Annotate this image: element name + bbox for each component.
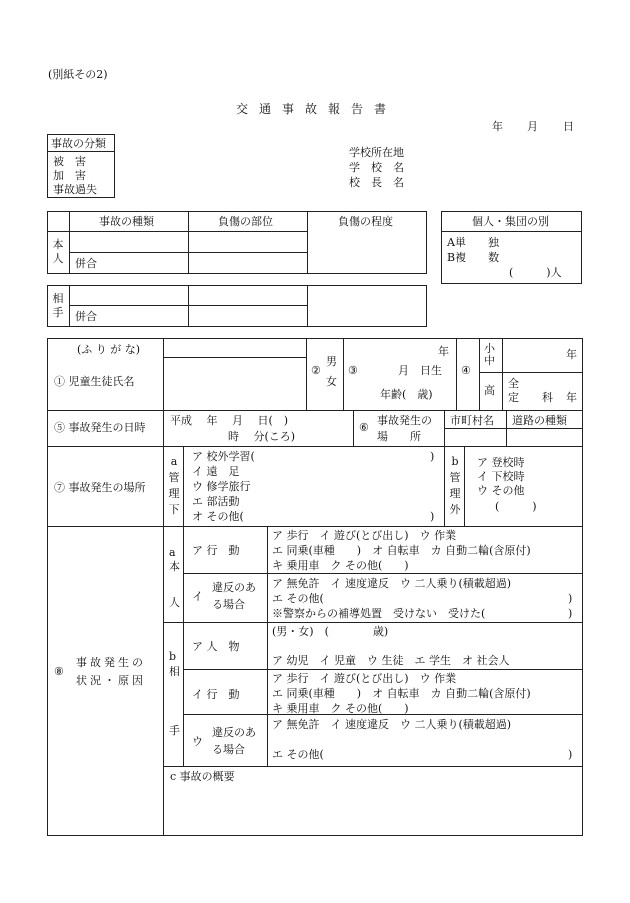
grade-high: 高 xyxy=(484,384,495,397)
road-label: 道路の種類 xyxy=(512,414,567,427)
grade-number: ④ xyxy=(461,364,471,377)
self-label: 本人 xyxy=(52,238,64,265)
date-month: 月 xyxy=(527,120,538,133)
other-violation-line-2: エ その他( xyxy=(272,748,324,761)
summary-label: c 事故の概要 xyxy=(170,770,235,783)
attachment-label: (別紙その2) xyxy=(48,68,108,81)
student-name-label: ① 児童生徒氏名 xyxy=(54,375,135,388)
high-fulltime: 全 xyxy=(508,377,519,390)
situation-a-letter: a xyxy=(169,546,176,559)
grade-year: 年 xyxy=(566,348,577,361)
datetime-label: ⑤ 事故発生の日時 xyxy=(54,421,146,434)
other-action-line-3: キ 乗用車 ク その他( ) xyxy=(272,702,409,715)
other-violation-line-1: ア 無免許 イ 速度違反 ウ 二人乗り(積載超過) xyxy=(272,718,512,731)
other-person-line-1: (男・女) ( 歳) xyxy=(272,625,389,638)
place-label-2: 場 所 xyxy=(377,430,421,443)
school-address-label: 学校所在地 xyxy=(349,146,404,159)
other-violation-label-1: 違反のあ xyxy=(212,726,256,739)
date-year: 年 xyxy=(492,120,503,133)
classification-offender: 加 害 xyxy=(53,169,86,182)
situation-number: ⑧ xyxy=(54,665,64,678)
furigana-label: (ふ り が な) xyxy=(77,343,141,356)
location-label: ⑦ 事故発生の場所 xyxy=(54,481,146,494)
date-day: 日 xyxy=(563,120,574,133)
high-year: 年 xyxy=(566,391,577,404)
self-violation-label-2: る場合 xyxy=(212,598,245,611)
situation-other-1: 相 xyxy=(169,665,180,678)
grade-elementary: 小 xyxy=(484,342,495,355)
location-b-item-1: ア 登校時 xyxy=(477,456,525,469)
age-label: 年齢( 歳) xyxy=(380,388,433,401)
datetime-time: 時 分(ころ) xyxy=(228,430,296,443)
school-name-label: 学 校 名 xyxy=(349,161,404,174)
sex-male: 男 xyxy=(326,355,337,368)
birth-year: 年 xyxy=(438,345,449,358)
self-violation-label-1: 違反のあ xyxy=(212,581,256,594)
location-b-item-4: ( ) xyxy=(495,500,537,513)
location-a-item-3: ウ 修学旅行 xyxy=(192,480,251,493)
place-number: ⑥ xyxy=(359,421,369,434)
col-accident-type: 事故の種類 xyxy=(99,215,154,228)
self-violation-close-1: ) xyxy=(568,592,573,605)
self-violation-close-2: ) xyxy=(568,607,573,620)
birth-month-day: 月 日生 xyxy=(398,364,442,377)
location-a-close-1: ) xyxy=(430,450,435,463)
other-violation-u: ウ xyxy=(192,735,203,748)
situation-self-1: 本 xyxy=(169,560,180,573)
situation-b-letter: b xyxy=(169,650,177,663)
location-b-letter: b 管 理 外 xyxy=(449,455,461,516)
self-action-line-1: ア 歩行 イ 遊び(とび出し) ウ 作業 xyxy=(272,529,457,542)
grade-middle: 中 xyxy=(484,354,495,367)
situation-other-2: 手 xyxy=(169,724,180,737)
high-parttime: 定 xyxy=(508,391,519,404)
self-violation-line-3: ※警察からの補導処置 受けない 受けた( xyxy=(272,607,486,620)
birth-number: ③ xyxy=(348,364,358,377)
sex-number: ② xyxy=(311,364,321,377)
col-injury-part: 負傷の部位 xyxy=(218,215,273,228)
other-action-label: イ 行 動 xyxy=(192,688,240,701)
self-action-label: ア 行 動 xyxy=(192,544,240,557)
high-course: 科 xyxy=(542,391,553,404)
location-b-item-2: イ 下校時 xyxy=(477,470,525,483)
other-combined: 併合 xyxy=(75,310,97,323)
sex-female: 女 xyxy=(326,375,337,388)
self-violation-line-1: ア 無免許 イ 速度違反 ウ 二人乗り(積載超過) xyxy=(272,577,512,590)
col-injury-degree: 負傷の程度 xyxy=(338,215,393,228)
principal-name-label: 校 長 名 xyxy=(349,176,404,189)
other-person-label: ア 人 物 xyxy=(192,640,240,653)
situation-label-1: 事故発生の xyxy=(76,656,146,669)
other-label: 相手 xyxy=(52,292,64,319)
situation-self-2: 人 xyxy=(169,596,180,609)
location-b-item-3: ウ その他 xyxy=(477,484,525,497)
location-a-item-4: エ 部活動 xyxy=(192,495,240,508)
location-a-item-2: イ 遠 足 xyxy=(192,465,240,478)
location-a-item-5: オ その他( xyxy=(192,510,244,523)
self-action-line-2: エ 同乗(車種 ) オ 自転車 カ 自動二輪(含原付) xyxy=(272,544,531,557)
people-count: ( )人 xyxy=(509,266,562,279)
injury-table-other xyxy=(47,285,427,327)
city-label: 市町村名 xyxy=(450,414,494,427)
location-a-letter: a 管 理 下 xyxy=(168,455,180,516)
place-label-1: 事故発生の xyxy=(377,414,432,427)
location-a-item-1: ア 校外学習( xyxy=(192,450,255,463)
classification-fault: 事故過失 xyxy=(53,183,97,196)
other-action-line-1: ア 歩行 イ 遊び(とび出し) ウ 作業 xyxy=(272,672,457,685)
page-title: 交通事故報告書 xyxy=(236,102,398,116)
self-violation-line-2: エ その他( xyxy=(272,592,324,605)
individual-group-title: 個人・集団の別 xyxy=(472,215,549,228)
other-violation-close: ) xyxy=(568,748,573,761)
summary-field[interactable] xyxy=(164,786,582,835)
other-person-line-2: ア 幼児 イ 児童 ウ 生徒 エ 学生 オ 社会人 xyxy=(272,654,510,667)
self-action-line-3: キ 乗用車 ク その他( ) xyxy=(272,559,409,572)
other-violation-label-2: る場合 xyxy=(212,743,245,756)
single-option: A単 独 xyxy=(447,236,499,249)
self-violation-i: イ xyxy=(192,590,203,603)
situation-label-2: 状況・原因 xyxy=(76,674,146,687)
self-combined: 併合 xyxy=(75,257,97,270)
classification-victim: 被 害 xyxy=(53,155,86,168)
datetime-date: 平成 年 月 日( ) xyxy=(170,414,289,427)
classification-title: 事故の分類 xyxy=(51,137,106,150)
multiple-option: B複 数 xyxy=(447,251,500,264)
other-action-line-2: エ 同乗(車種 ) オ 自転車 カ 自動二輪(含原付) xyxy=(272,687,531,700)
location-a-close-2: ) xyxy=(430,510,435,523)
